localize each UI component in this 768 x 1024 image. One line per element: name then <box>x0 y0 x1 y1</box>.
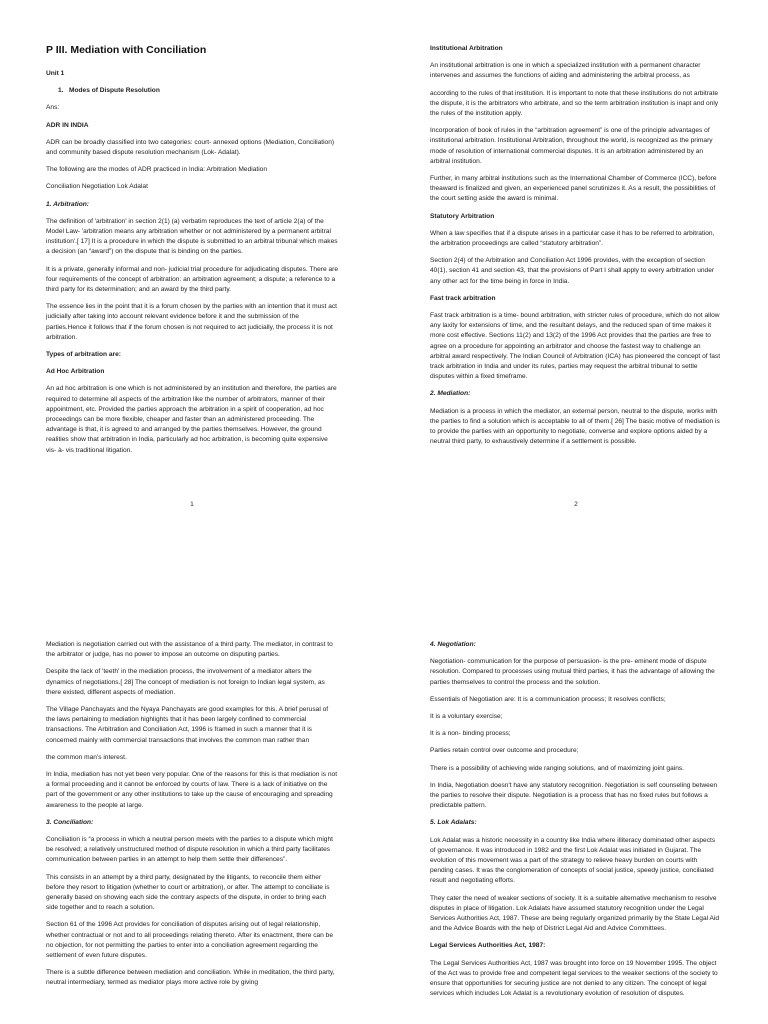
page-1 <box>46 44 338 463</box>
paragraph: An ad hoc arbitration is one which is not administered by an institution and therefore, the parties are required to determine all aspects of the arbitration like the number of arbitrators, manner of their appointment, etc. Provided the parties approach the arbitration in a spirit of cooperation, ad hoc proceedings can be more flexible, cheaper and faster than an administered proceeding. The advantage is that, it is agreed to and arranged by the parties themselves. However, the ground realities show that arbitration in India, particularly ad hoc arbitration, is becoming quite expensive vis- à- vis traditional litigation. <box>46 385 337 454</box>
paragraph: Conciliation Negotiation Lok Adalat <box>46 183 148 191</box>
paragraph: Conciliation is “a process in which a neutral person meets with the parties to a dispute which might be resolved; a relatively unstructured method of dispute resolution in which a third party facilitates communication between parties in an attempt to help them settle their differences”. <box>46 836 333 864</box>
paragraph: In India, Negotiation doesn't have any statutory recognition. Negotiation is self counseling between the parties to resolve their dispute. Negotiation is a process that has no fixed rules but follows a predictable pattern. <box>430 781 718 810</box>
paragraph: Essentials of Negotiation are: It is a communication process; It resolves conflicts; <box>430 695 666 703</box>
paragraph: The definition of 'arbitration' in section 2(1) (a) verbatim reproduces the text of article 2(a) of the Model Law- 'arbitration means any arbitration whether or not administered by a permanent arbitral institution'.[ 17] It is a procedure in which the dispute is submitted to an arbitral tribunal which makes a decision (an “award”) on the dispute that is binding on the parties. <box>46 217 338 256</box>
page-3 <box>46 640 338 996</box>
heading-legal-services-act: Legal Services Authorities Act, 1987: <box>430 942 546 950</box>
paragraph: It is a voluntary exercise; <box>430 713 503 721</box>
heading-mediation: 2. Mediation: <box>430 390 471 398</box>
page-4 <box>430 640 722 1006</box>
paragraph: Section 61 of the 1996 Act provides for conciliation of disputes arising out of legal relationship, whether contractual or not and to all proceedings relating thereto. After its enactment, there can be no objection, for not permitting the parties to enter into a conciliation agreement regarding the settlement of even future disputes. <box>46 921 333 960</box>
unit-label: Unit 1 <box>46 70 65 77</box>
heading-ad-hoc: Ad Hoc Arbitration <box>46 368 105 376</box>
paragraph: The Legal Services Authorities Act, 1987 was brought into force on 19 November 1995. The object of the Act was to provide free and competent legal services to the weaker sections of the society to ensure that opportunities for securing justice are not denied to any citizen. The concept of legal services which includes Lok Adalat is a revolutionary evolution of resolution of disputes. <box>430 959 718 998</box>
document-title: P III. Mediation with Conciliation <box>46 44 207 56</box>
paragraph: There is a possibility of achieving wide ranging solutions, and of maximizing joint gains. <box>430 764 684 772</box>
paragraph: the common man's interest. <box>46 753 127 761</box>
heading-arbitration: 1. Arbitration: <box>46 200 89 208</box>
paragraph: Further, in many arbitral institutions such as the International Chamber of Commerce (ICC), before theaward is finalized and given, an experienced panel scrutinizes it. As a result, the possibilities of the court setting aside the award is minimal. <box>430 175 717 203</box>
paragraph: ADR can be broadly classified into two categories: court- annexed options (Mediation, Conciliation) and community based dispute resolution mechanism (Lok- Adalat). <box>46 138 335 157</box>
paragraph: according to the rules of that institution. It is important to note that these institutions do not arbitrate the dispute, it is the arbitrators who arbitrate, and so the term arbitration institution is inapt and only the rules of the institution apply. <box>430 89 719 118</box>
answer-label: Ans: <box>46 104 60 112</box>
paragraph: Parties retain control over outcome and procedure; <box>430 747 579 755</box>
page-2 <box>430 44 722 455</box>
paragraph: Mediation is a process in which the mediator, an external person, neutral to the dispute, works with the parties to find a solution which is acceptable to all of them.[ 26] The basic motive of mediation is to provide the parties with an opportunity to negotiate, converse and explore options aided by a neutral third party, to exhaustively determine if a settlement is possible. <box>430 407 720 446</box>
paragraph: Lok Adalat was a historic necessity in a country like India where illiteracy dominated other aspects of governance. It was introduced in 1982 and the first Lok Adalat was initiated in Gujarat. The evolution of this movement was a part of the strategy to relieve heavy burden on courts with pending cases. It was the conglomeration of concepts of social justice, speedy justice, conciliated result and negotiating efforts. <box>430 836 716 885</box>
paragraph: Mediation is negotiation carried out with the assistance of a third party. The mediator, in contrast to the arbitrator or judge, has no power to impose an outcome on disputing parties. <box>46 641 333 659</box>
heading-types: Types of arbitration are: <box>46 351 121 359</box>
paragraph: Section 2(4) of the Arbitration and Conciliation Act 1996 provides, with the exception of section 40(1), section 41 and section 43, that the provisions of Part I shall apply to every arbitration under any other act for the time being in force in India. <box>430 257 715 285</box>
paragraph: Fast track arbitration is a time- bound arbitration, with stricter rules of procedure, which do not allow any laxity for extensions of time, and the resultant delays, and the reduced span of time makes it more cost effective. Sections 11(2) and 13(2) of the 1996 Act provides that the parties are free to agree on a procedure for appointing an arbitrator and choose the fastest way to challenge an arbitral award respectively. The Indian Council of Arbitration (ICA) has pioneered the concept of fast track arbitration in India and under its rules, parties may request the arbitral tribunal to settle disputes within a fixed timeframe. <box>430 312 721 381</box>
heading-statutory: Statutory Arbitration <box>430 212 495 220</box>
paragraph: They cater the need of weaker sections of society. It is a suitable alternative mechanism to resolve disputes in place of litigation. Lok Adalats have assumed statutory recognition under the Legal Services Authorities Act, 1987. These are being regularly organized primarily by the State Legal Aid and the Advice Boards with the help of District Legal Aid and Advice Committees. <box>430 894 720 933</box>
heading-negotiation: 4. Negotiation: <box>430 641 476 648</box>
paragraph: It is a non- binding process; <box>430 730 511 738</box>
page-number: 2 <box>574 501 578 508</box>
heading-fast-track: Fast track arbitration <box>430 294 496 302</box>
paragraph: It is a private, generally informal and non- judicial trial procedure for adjudicating disputes. There are four requirements of the concept of arbitration: an arbitration agreement; a dispute; a reference to a third party for its determination; and an award by the third party. <box>46 265 338 294</box>
list-item-modes: 1. Modes of Dispute Resolution <box>58 87 160 95</box>
paragraph: The following are the modes of ADR practiced in India: Arbitration Mediation <box>46 166 268 174</box>
paragraph: An institutional arbitration is one in which a specialized institution with a permanent character intervenes and assumes the functions of aiding and administering the arbitral process, as <box>430 62 701 80</box>
page-number: 1 <box>190 501 194 508</box>
heading-lok-adalats: 5. Lok Adalats: <box>430 819 477 827</box>
paragraph: Incorporation of book of rules in the “arbitration agreement” is one of the principle advantages of institutional arbitration. Institutional Arbitration, throughout the world, is recognized as the primary mode of resolution of international commercial disputes. It is an arbitration administered by an arbitral institution. <box>430 127 713 165</box>
paragraph: The essence lies in the point that it is a forum chosen by the parties with an intention that it must act judicially after taking into account relevant evidence before it and the submission of the parties.Hence it follows that if the forum chosen is not required to act judicially, the process it is not arbitration. <box>46 303 338 341</box>
paragraph: Negotiation- communication for the purpose of persuasion- is the pre- eminent mode of dispute resolution. Compared to processes using mutual third parties, it has the advantage of allowing the parties themselves to control the process and the solution. <box>430 658 715 686</box>
paragraph: There is a subtle difference between mediation and conciliation. While in meditation, the third party, neutral intermediary, termed as mediator plays more active role by giving <box>46 969 335 987</box>
paragraph: The Village Panchayats and the Nyaya Panchayats are good examples for this. A brief perusal of the laws pertaining to mediation highlights that it has been largely confined to commercial transactions. The Arbitration and Conciliation Act, 1996 is framed in such a manner that it is concerned mainly with commercial transactions that involves the common man rather than <box>46 706 329 744</box>
heading-conciliation: 3. Conciliation: <box>46 818 94 826</box>
heading-adr-india: ADR IN INDIA <box>46 121 89 129</box>
paragraph: When a law specifies that if a dispute arises in a particular case it has to be referred to arbitration, the arbitration proceedings are called “statutory arbitration”. <box>430 229 715 248</box>
paragraph: Despite the lack of 'teeth' in the mediation process, the involvement of a mediator alters the dynamics of negotiations.[ 28] The concept of mediation is not foreign to Indian legal system, as there existed, different aspects of mediation. <box>46 668 325 696</box>
heading-institutional: Institutional Arbitration <box>430 45 503 52</box>
paragraph: In India, mediation has not yet been very popular. One of the reasons for this is that mediation is not a formal proceeding and it cannot be enforced by courts of law. There is a lack of initiative on the part of the government or any other institutions to take up the cause of encouraging and spreading awareness to the people at large. <box>46 771 338 809</box>
paragraph: This consists in an attempt by a third party, designated by the litigants, to reconcile them either before they resort to litigation (whether to court or arbitration), or after. The attempt to conciliate is generally based on showing each side the contrary aspects of the dispute, in order to bring each side together and to reach a solution. <box>46 873 330 912</box>
